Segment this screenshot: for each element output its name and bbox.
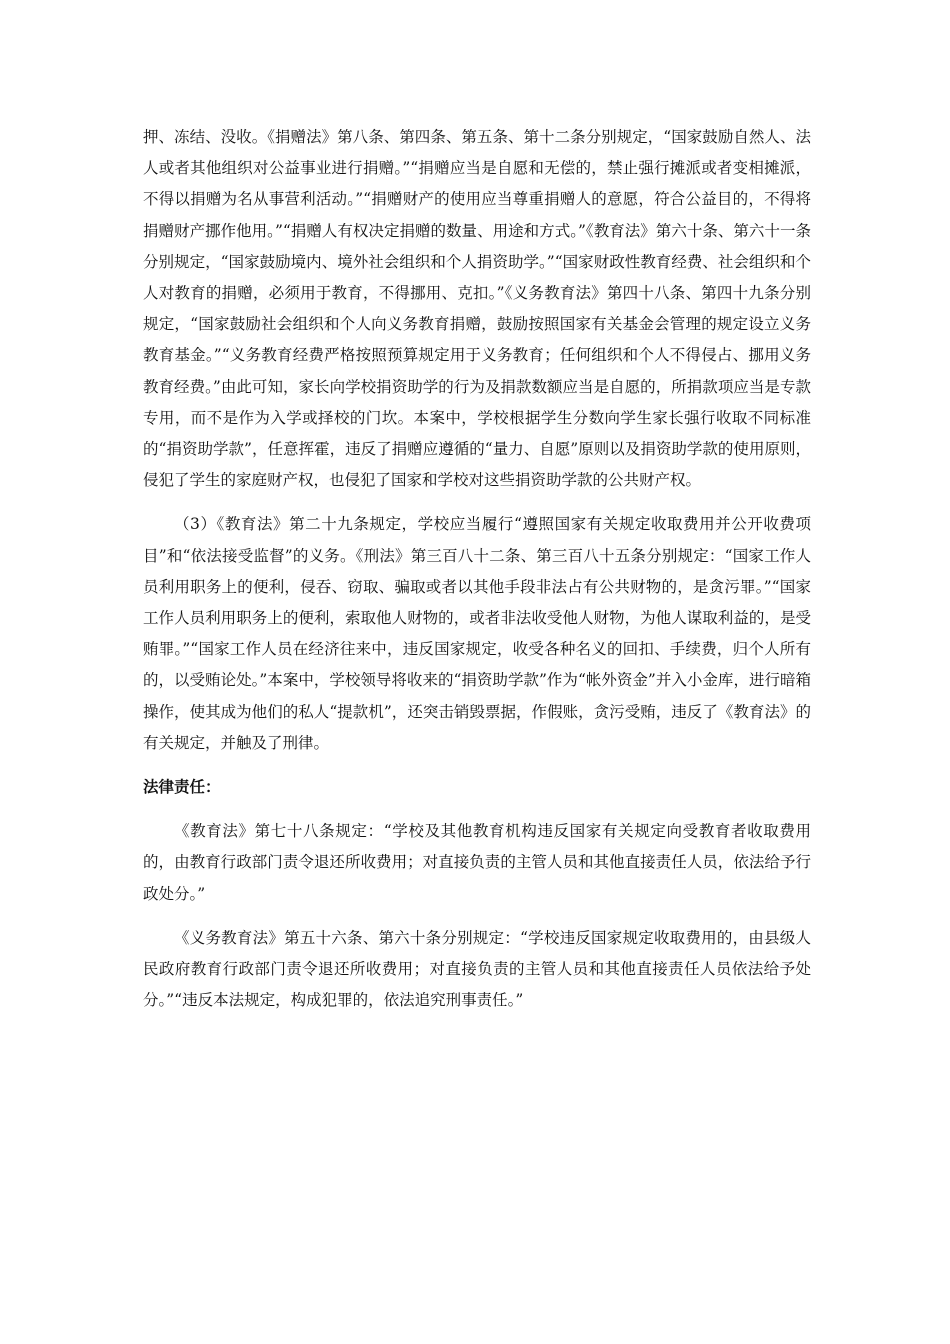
paragraph-gap [143,803,811,816]
paragraph-gap [143,910,811,923]
document-body [143,122,811,1016]
paragraph-education-law-article-78: 《教育法》第七十八条规定：“学校及其他教育机构违反国家有关规定向受教育者收取费用的，由教育行政部门责令退还所收费用；对直接负责的主管人员和其他直接责任人员，依法给予行政处分。” [143,822,811,903]
section-heading-legal-liability: 法律责任： [143,778,221,797]
paragraph-gap [143,759,811,772]
paragraph-education-law-embezzlement: （3）《教育法》第二十九条规定，学校应当履行“遵照国家有关规定收取费用并公开收费项目”和“依法接受监督”的义务。《刑法》第三百八十二条、第三百八十五条分别规定：“国家工作人员利用职务上的便利，侵吞、窃取、骗取或者以其他手段非法占有公共财物的，是贪污罪。”“国家工作人员利用职务上的便利，索取他人财物的，或者非法收受他人财物，为他人谋取利益的，是受贿罪。”“国家工作人员在经济往来中，违反国家规定，收受各种名义的回扣、手续费，归个人所有的，以受贿论处。”本案中，学校领导将收来的“捐资助学款”作为“帐外资金”并入小金库，进行暗箱操作，使其成为他们的私人“提款机”，还突击销毁票据，作假账，贪污受贿，违反了《教育法》的有关规定，并触及了刑律。 [143,515,811,752]
paragraph-compulsory-education-law: 《义务教育法》第五十六条、第六十条分别规定：“学校违反国家规定收取费用的，由县级人民政府教育行政部门责令退还所收费用；对直接负责的主管人员和其他直接责任人员依法给予处分。”“违反本法规定，构成犯罪的，依法追究刑事责任。” [143,928,811,1010]
paragraph-donation-law: 押、冻结、没收。《捐赠法》第八条、第四条、第五条、第十二条分别规定，“国家鼓励自然人、法人或者其他组织对公益事业进行捐赠。”“捐赠应当是自愿和无偿的，禁止强行摊派或者变相摊派，不得以捐赠为名从事营利活动。”“捐赠财产的使用应当尊重捐赠人的意愿，符合公益目的，不得将捐赠财产挪作他用。”“捐赠人有权决定捐赠的数量、用途和方式。”《教育法》第六十条、第六十一条分别规定，“国家鼓励境内、境外社会组织和个人捐资助学。”“国家财政性教育经费、社会组织和个人对教育的捐赠，必须用于教育，不得挪用、克扣。”《义务教育法》第四十八条、第四十九条分别规定，“国家鼓励社会组织和个人向义务教育捐赠，鼓励按照国家有关基金会管理的规定设立义务教育基金。”“义务教育经费严格按照预算规定用于义务教育；任何组织和个人不得侵占、挪用义务教育经费。”由此可知，家长向学校捐资助学的行为及捐款数额应当是自愿的，所捐款项应当是专款专用，而不是作为入学或择校的门坎。本案中，学校根据学生分数向学生家长强行收取不同标准的“捐资助学款”，任意挥霍，违反了捐赠应遵循的“量力、自愿”原则以及捐资助学款的使用原则，侵犯了学生的家庭财产权，也侵犯了国家和学校对这些捐资助学款的公共财产权。 [143,128,811,490]
paragraph-gap [143,496,811,509]
